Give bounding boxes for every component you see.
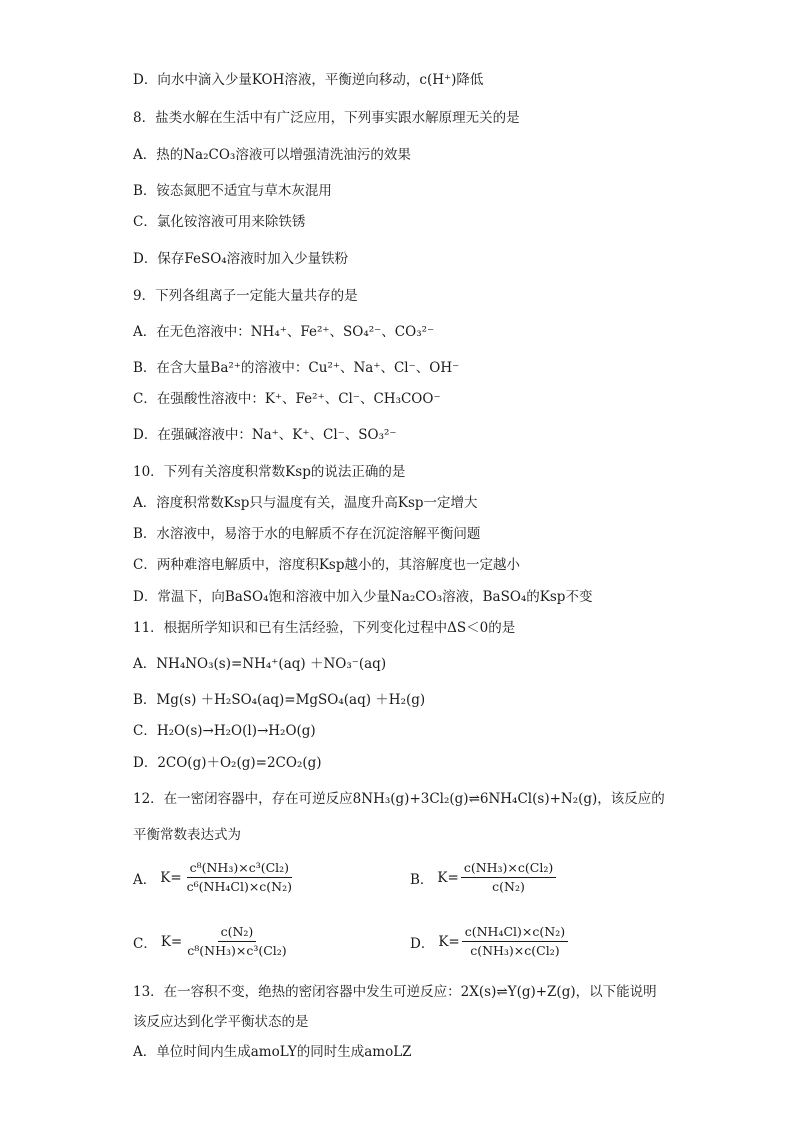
k-equals: K= (160, 933, 183, 950)
denominator: c(N₂) (492, 879, 525, 894)
option-label: C． (133, 935, 157, 952)
q10-option-a: A．溶度积常数Ksp只与温度有关，温度升高Ksp一定增大 (133, 495, 478, 511)
numerator: c(NH₄Cl)×c(N₂) (462, 924, 568, 942)
q7-option-d: D．向水中滴入少量KOH溶液，平衡逆向移动，c(H⁺)降低 (133, 72, 484, 88)
option-label: B． (410, 871, 434, 888)
q8-stem: 8．盐类水解在生活中有广泛应用，下列事实跟水解原理无关的是 (133, 110, 520, 126)
q12-option-d (410, 924, 568, 959)
fraction (184, 924, 289, 959)
q9-option-d: D．在强碱溶液中：Na⁺、K⁺、Cl⁻、SO₃²⁻ (133, 427, 397, 443)
option-label: A． (133, 871, 157, 888)
q12-option-c (133, 924, 290, 959)
denominator: c⁸(NH₃)×c³(Cl₂) (187, 943, 287, 958)
q10-stem: 10．下列有关溶度积常数Ksp的说法正确的是 (133, 464, 406, 480)
q8-option-b: B．铵态氮肥不适宜与草木灰混用 (133, 183, 332, 199)
q8-option-c: C．氯化铵溶液可用来除铁锈 (133, 214, 306, 230)
q10-option-c: C．两种难溶电解质中，溶度积Ksp越小的，其溶解度也一定越小 (133, 557, 520, 573)
q9-option-a: A．在无色溶液中：NH₄⁺、Fe²⁺、SO₄²⁻、CO₃²⁻ (133, 324, 435, 340)
q11-option-a: A．NH₄NO₃(s)=NH₄⁺(aq) ＋NO₃⁻(aq) (133, 656, 387, 672)
denominator: c⁶(NH₄Cl)×c(N₂) (186, 879, 293, 894)
q9-stem: 9．下列各组离子一定能大量共存的是 (133, 288, 358, 304)
q12-option-b (410, 860, 556, 895)
q12-stem: 12．在一密闭容器中，存在可逆反应8NH₃(g)+3Cl₂(g)⇌6NH₄Cl(s)+N₂(g)，该反应的 (133, 791, 665, 807)
numerator: c⁸(NH₃)×c³(Cl₂) (187, 860, 292, 878)
q13-stem-cont: 该反应达到化学平衡状态的是 (133, 1014, 309, 1030)
k-equals: K= (160, 869, 182, 886)
q10-option-b: B．水溶液中，易溶于水的电解质不存在沉淀溶解平衡问题 (133, 526, 481, 542)
fraction (184, 860, 295, 895)
k-equals: K= (437, 869, 459, 886)
q13-option-a: A．单位时间内生成amoLY的同时生成amoLZ (133, 1044, 412, 1060)
q12-stem-cont: 平衡常数表达式为 (133, 827, 241, 843)
fraction (462, 924, 568, 959)
q11-option-c: C．H₂O(s)→H₂O(l)→H₂O(g) (133, 723, 316, 739)
q8-option-d: D．保存FeSO₄溶液时加入少量铁粉 (133, 251, 349, 267)
q12-option-a (133, 860, 295, 895)
q8-option-a: A．热的Na₂CO₃溶液可以增强清洗油污的效果 (133, 147, 411, 163)
numerator: c(NH₃)×c(Cl₂) (461, 860, 556, 878)
fraction (461, 860, 556, 895)
denominator: c(NH₃)×c(Cl₂) (470, 943, 560, 958)
q11-option-d: D．2CO(g)＋O₂(g)=2CO₂(g) (133, 755, 322, 771)
q11-stem: 11．根据所学知识和已有生活经验，下列变化过程中ΔS＜0的是 (133, 620, 516, 636)
q9-option-b: B．在含大量Ba²⁺的溶液中：Cu²⁺、Na⁺、Cl⁻、OH⁻ (133, 360, 460, 376)
numerator: c(N₂) (218, 924, 257, 942)
q10-option-d: D．常温下，向BaSO₄饱和溶液中加入少量Na₂CO₃溶液，BaSO₄的Ksp不变 (133, 589, 593, 605)
k-equals: K= (438, 933, 460, 950)
q13-stem: 13．在一容积不变，绝热的密闭容器中发生可逆反应：2X(s)⇌Y(g)+Z(g)，以下能说明 (133, 984, 657, 1000)
option-label: D． (410, 935, 435, 952)
q11-option-b: B．Mg(s) ＋H₂SO₄(aq)=MgSO₄(aq) ＋H₂(g) (133, 692, 426, 708)
q9-option-c: C．在强酸性溶液中：K⁺、Fe²⁺、Cl⁻、CH₃COO⁻ (133, 391, 441, 407)
